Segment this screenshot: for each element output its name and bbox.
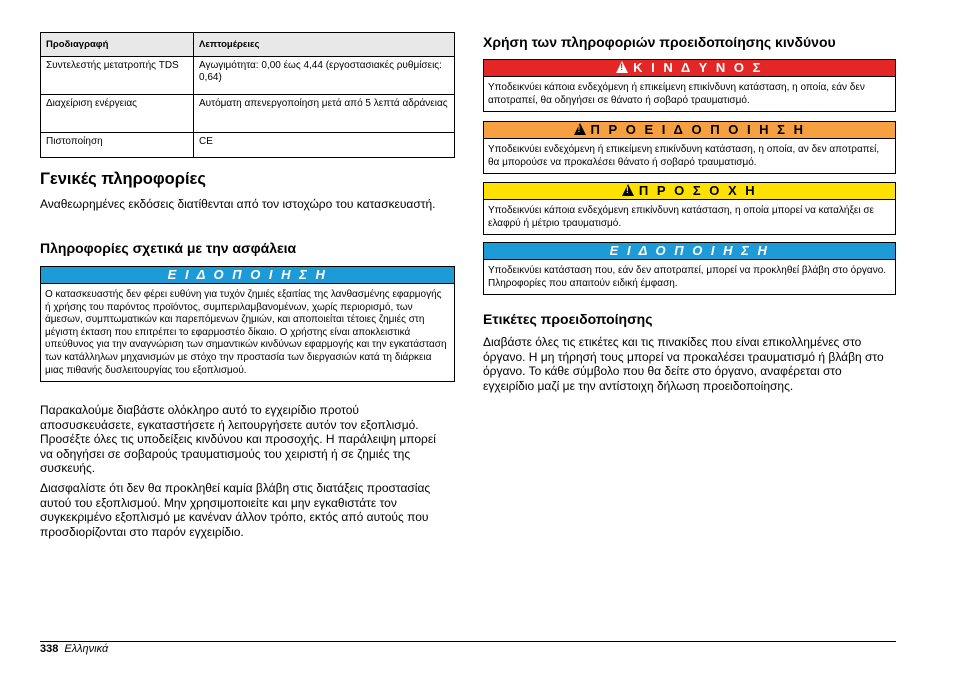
table-cell: CE bbox=[194, 133, 455, 158]
warning-triangle-icon bbox=[574, 123, 586, 135]
warning-label-bar bbox=[484, 122, 895, 139]
safety-notice-box bbox=[40, 266, 455, 382]
spec-table bbox=[40, 32, 455, 158]
footer bbox=[40, 643, 108, 656]
warning-triangle-icon bbox=[616, 61, 628, 73]
danger-text: Υποδεικνύει κάποια ενδεχόμενη ή επικείμενη επικίνδυνη κατάσταση, η οποία, εάν δεν αποτραπεί, θα οδηγήσει σε θάνατο ή σοβαρό τραυματισμό. bbox=[488, 82, 865, 106]
left-column bbox=[40, 32, 455, 539]
table-row bbox=[41, 133, 455, 158]
table-header-row bbox=[41, 33, 455, 57]
caution-label: Π Ρ Ο Σ Ο Χ Η bbox=[638, 183, 758, 198]
table-header-cell: Λεπτομέρειες bbox=[194, 33, 455, 57]
caution-box bbox=[483, 182, 896, 235]
footer-language: Ελληνικά bbox=[64, 643, 109, 655]
table-row bbox=[41, 95, 455, 133]
safety-notice-text: Ο κατασκευαστής δεν φέρει ευθύνη για τυχόν ζημιές εξαιτίας της λανθασμένης εφαρμογής ή χρήσης του παρόντος προϊόντος, συμπεριλαμβανομένων, χωρίς περιορισμό, των άμεσων, συμπτωματικών και παρεπόμενων ζημιών, και αποποιείται τέτοιες ζημιές στη μέγιστη έκταση που επιτρέπει το εφαρμοστέο δίκαιο. Ο χρήστης είναι αποκλειστικά υπεύθυνος για την αναγνώριση των σημαντικών κινδύνων εφαρμογής και την εγκατάσταση των κατάλληλων μηχανισμών με στόχο την προστασία των διεργασιών κατά τη διάρκεια μιας πιθανής δυσλειτουργίας του εξοπλισμού. bbox=[45, 289, 447, 376]
general-info-text: Αναθεωρημένες εκδόσεις διατίθενται από τον ιστοχώρο του κατασκευαστή. bbox=[40, 197, 436, 211]
hazard-info-heading: Χρήση των πληροφοριών προειδοποίησης κινδύνου bbox=[483, 34, 836, 50]
caution-label-bar bbox=[484, 183, 895, 200]
page-number: 338 bbox=[40, 643, 59, 655]
labels-heading: Ετικέτες προειδοποίησης bbox=[483, 311, 653, 327]
table-header-cell: Προδιαγραφή bbox=[41, 33, 194, 57]
table-cell: Πιστοποίηση bbox=[41, 133, 194, 158]
footer-divider bbox=[40, 641, 896, 642]
notice-label: Ε Ι Δ Ο Π Ο Ι Η Σ Η bbox=[484, 243, 895, 260]
table-cell: Αυτόματη απενεργοποίηση μετά από 5 λεπτά αδράνειας bbox=[194, 95, 455, 133]
notice-label: Ε Ι Δ Ο Π Ο Ι Η Σ Η bbox=[41, 267, 454, 284]
danger-label: Κ Ι Ν Δ Υ Ν Ο Σ bbox=[633, 60, 763, 75]
table-cell: Διαχείριση ενέργειας bbox=[41, 95, 194, 133]
warning-text: Υποδεικνύει ενδεχόμενη ή επικείμενη επικίνδυνη κατάσταση, η οποία, αν δεν αποτραπεί, θα μπορούσε να προκαλέσει θάνατο ή σοβαρό τραυματισμό. bbox=[488, 144, 880, 168]
general-info-heading: Γενικές πληροφορίες bbox=[40, 170, 206, 188]
warning-label: Π Ρ Ο Ε Ι Δ Ο Π Ο Ι Η Σ Η bbox=[590, 122, 806, 137]
notice-text: Υποδεικνύει κατάσταση που, εάν δεν αποτραπεί, μπορεί να προκληθεί βλάβη στο όργανο. Πληροφορίες που απαιτούν ειδική έμφαση. bbox=[488, 265, 887, 289]
warning-triangle-icon bbox=[622, 184, 634, 196]
safety-heading: Πληροφορίες σχετικά με την ασφάλεια bbox=[40, 240, 297, 256]
danger-label-bar bbox=[484, 60, 895, 77]
notice-box bbox=[483, 242, 896, 295]
table-cell: Αγωγιμότητα: 0,00 έως 4,44 (εργοστασιακές ρυθμίσεις: 0,64) bbox=[194, 57, 455, 95]
caution-text: Υποδεικνύει κάποια ενδεχόμενη επικίνδυνη κατάσταση, η οποία μπορεί να καταλήξει σε ελαφρύ ή μέτριο τραυματισμό. bbox=[488, 205, 875, 229]
labels-text: Διαβάστε όλες τις ετικέτες και τις πινακίδες που είναι επικολλημένες στο όργανο. Η μη τήρησή τους μπορεί να προκαλέσει τραυματισμό ή βλάβη στο όργανο. Το κάθε σύμβολο που θα δείτε στο όργανο, αναφέρεται στο εγχειρίδιο μαζί με την αντίστοιχη δήλωση προειδοποίησης. bbox=[483, 335, 884, 393]
table-row bbox=[41, 57, 455, 95]
table-cell: Συντελεστής μετατροπής TDS bbox=[41, 57, 194, 95]
safety-paragraph-2: Διασφαλίστε ότι δεν θα προκληθεί καμία βλάβη στις διατάξεις προστασίας αυτού του εξοπλισμού. Μην χρησιμοποιείτε και μην εγκαθιστάτε τον συγκεκριμένο εξοπλισμό με κανέναν άλλον τρόπο, εκτός από αυτούς που προσδιορίζονται στο παρόν εγχειρίδιο. bbox=[40, 481, 431, 539]
danger-box bbox=[483, 59, 896, 112]
safety-paragraph-1: Παρακαλούμε διαβάστε ολόκληρο αυτό το εγχειρίδιο προτού αποσυσκευάσετε, εγκαταστήσετε ή λειτουργήσετε αυτόν τον εξοπλισμό. Προσέξτε όλες τις υποδείξεις κινδύνου και προσοχής. Η παράλειψη μπορεί να οδηγήσει σε σοβαρούς τραυματισμούς του χειριστή ή σε ζημιές της συσκευής. bbox=[40, 403, 436, 475]
warning-box bbox=[483, 121, 896, 174]
